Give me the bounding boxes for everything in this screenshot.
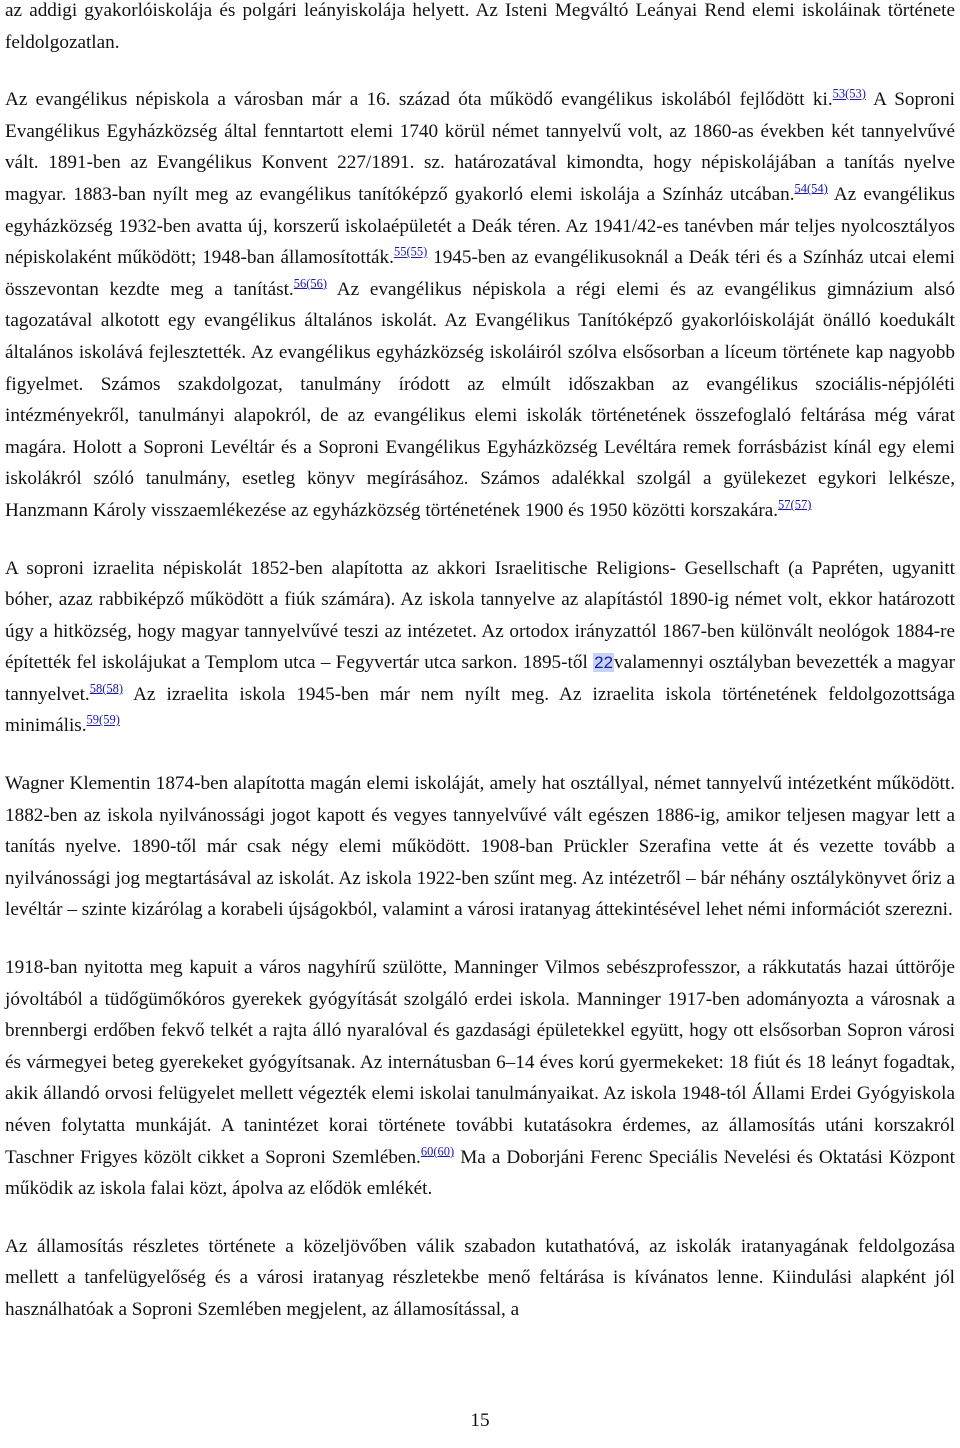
footnote-link[interactable]: 60(60) [420,1144,455,1159]
paragraph [5,768,955,926]
text-run: Az evangélikus egyházközség 1932-ben avatta új, korszerű iskolaépületét a Deák téren. Az 1941/42-es tanévben már teljes nyolcosztályos népiskolaként működött; 1948-ban államosították. [5,183,955,269]
paragraph [5,952,955,1205]
text-run: 1918-ban nyitotta meg kapuit a város nagyhírű szülötte, Manninger Vilmos sebészprofesszor, a rákkutatás hazai úttörője jóvoltából a tüdőgümőkóros gyerekek gyógyítását szolgáló erdei iskola. Manninger 1917-ben adományozta a városnak a brennbergi erdőben fekvő telkét a rajta álló nyaralóval és gazdasági épületekkel együtt, hogy ott elsősorban Sopron városi és vármegyei beteg gyerekeket gyógyítsanak. Az internátusban 6–14 éves korú gyermekeket: 18 fiút és 18 leányt fogadtak, akik állandó orvosi felügyelet mellett végezték elemi iskolai tanulmányaikat. Az iskola 1948-tól Állami Erdei Gyógyiskola néven folytatta munkáját. A tanintézet korai története további kutatásokra érdemes, az államosítás utáni korszakról Taschner Frigyes közölt cikket a Soproni Szemlében. [5,957,955,1168]
page-anchor-link[interactable]: 22 [594,653,614,673]
paragraph [5,553,955,743]
text-run: A Soproni Evangélikus Egyházközség által fenntartott elemi 1740 körül német tannyelvű volt, az 1860-as években két tannyelvűvé vált. 1891-ben az Evangélikus Konvent 227/1891. sz. határozatával kimondta, hogy népiskolájában a tanítás nyelve magyar. 1883-ban nyílt meg az evangélikus tanítóképző gyakorló elemi iskolája a Színház utcában. [5,89,955,205]
text-run: 1945-ben az evangélikusoknál a Deák téri és a Színház utcai elemi összevontan kezdte meg a tanítást. [5,247,955,300]
paragraph [5,1231,955,1326]
footnote-link[interactable]: 58(58) [89,681,124,696]
text-run: Wagner Klementin 1874-ben alapította magán elemi iskoláját, amely hat osztállyal, német tannyelvű intézetként működött. 1882-ben az iskola nyilvánossági jogot kapott és vegyes tannyelvűvé vált egészen 1886-ig, amikor teljesen magyar lett a tanítás nyelve. 1890-től már csak négy elemi működött. 1908-ban Prückler Szerafina vette át és vezette tovább a nyilvánossági jog megtartásával az iskolát. Az iskola 1922-ben szűnt meg. Az intézetről – bár néhány osztálykönyvet őriz a levéltár – szinte kizárólag a korabeli újságokból, valamint a városi iratanyag áttekintésével lehet némi információt szerezni. [5,773,955,921]
text-run: Ma a Doborjáni Ferenc Speciális Nevelési és Oktatási Központ működik az iskola falai közt, ápolva az elődök emlékét. [5,1146,955,1200]
footnote-link[interactable]: 55(55) [393,244,428,259]
text-run: Az államosítás részletes története a közeljövőben válik szabadon kutathatóvá, az iskolák iratanyagának feldolgozása mellett a tanfelügyelőség és a városi iratanyag részletekbe menő feltárása is kívánatos lenne. Kiindulási alapként jól használhatóak a Soproni Szemlében megjelent, az államosítással, a [5,1235,955,1320]
text-run: az addigi gyakorlóiskolája és polgári leányiskolája helyett. Az Isteni Megváltó Leányai Rend elemi iskoláinak története feldolgozatlan. [5,0,955,53]
text-run: Az evangélikus népiskola a városban már a 16. század óta működő evangélikus iskolából fejlődött ki. [5,89,833,111]
footnote-link[interactable]: 53(53) [832,86,866,101]
paragraph [5,0,955,58]
text-run: Az evangélikus népiskola a régi elemi és az evangélikus gimnázium alsó tagozatával alkotott egy evangélikus általános iskolát. Az Evangélikus Tanítóképző gyakorlóiskoláját önálló koedukált általános iskolává fejlesztették. Az evangélikus egyházközség iskoláiról szólva elsősorban a líceum története kap nagyobb figyelmet. Számos szakdolgozat, tanulmány íródott az elmúlt időszakban az evangélikus szociális-népjóléti intézményekről, tanulmányi alapokról, de az evangélikus elemi iskolák történetének összefoglaló feltárása még várat magára. Holott a Soproni Levéltár és a Soproni Evangélikus Egyházközség Levéltára remek forrásbázist kínál egy elemi iskolákról szóló tanulmány, esetleg könyv megírásához. Számos adalékkal szolgál a gyülekezet egykori lelkésze, Hanzmann Károly visszaemlékezése az egyházközség történetének 1900 és 1950 közötti korszakára. [5,278,955,521]
footnote-link[interactable]: 56(56) [293,276,328,291]
footnote-link[interactable]: 57(57) [778,497,812,512]
text-run: valamennyi osztályban bevezették a magyar tannyelvet. [5,652,955,705]
footnote-link[interactable]: 59(59) [86,712,120,727]
text-run: Az izraelita iskola 1945-ben már nem nyílt meg. Az izraelita iskola történetének feldolgozottsága minimális. [5,683,955,737]
footnote-link[interactable]: 54(54) [794,181,828,196]
body-text [5,0,955,1326]
page-number: 15 [470,1410,490,1431]
text-run: A soproni izraelita népiskolát 1852-ben alapította az akkori Israelitische Religions- Gesellschaft (a Papréten, ugyanitt bóher, azaz rabbiképző működött a fiúk számára). Az iskola tannyelve az alapítástól 1890-ig német volt, ekkor határozott úgy a hitközség, hogy magyar tannyelvűvé teszi az intézetet. Az ortodox irányzattól 1867-ben különvált neológok 1884-re építették fel iskolájukat a Templom utca – Fegyvertár utca sarkon. 1895-től [5,557,955,674]
paragraph [5,84,955,526]
